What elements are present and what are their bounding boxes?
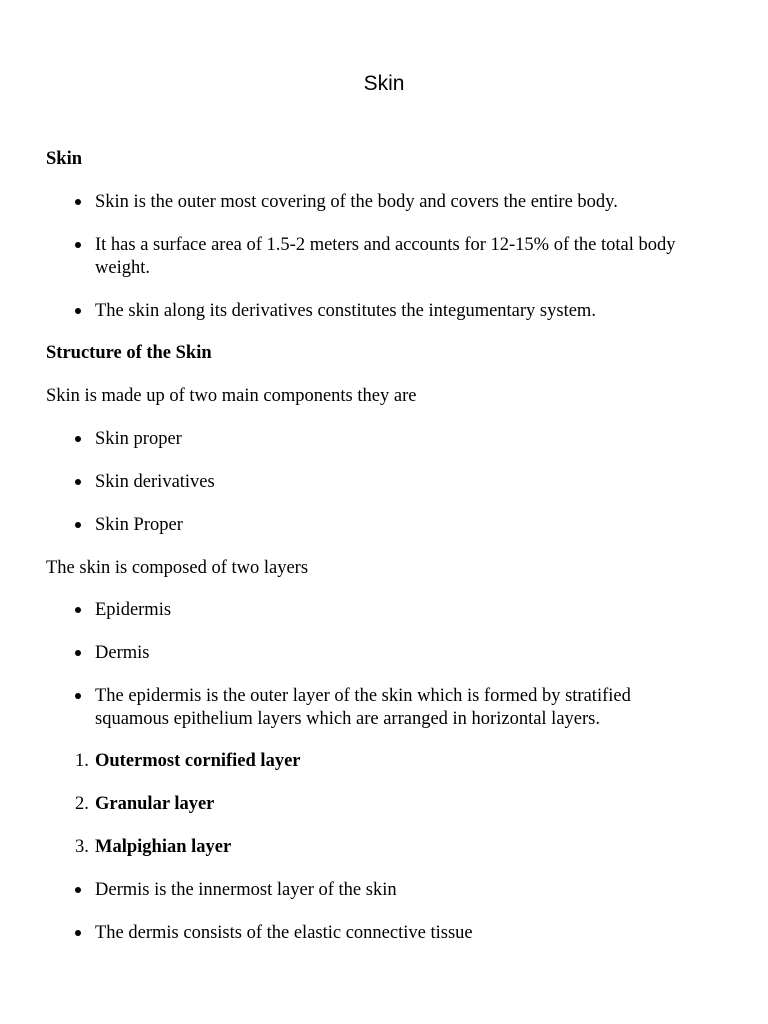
bullet-icon: [75, 650, 81, 656]
bullet-icon: [75, 887, 81, 893]
bullet-icon: [75, 199, 81, 205]
list-item-text: Dermis is the innermost layer of the skin: [95, 880, 397, 900]
bullet-icon: [75, 930, 81, 936]
section-heading-structure: Structure of the Skin: [46, 343, 212, 363]
list-item-text: It has a surface area of 1.5-2 meters and accounts for 12-15% of the total body weight.: [95, 235, 676, 278]
list-number: 2.: [75, 794, 89, 814]
list-item-text: Epidermis: [95, 600, 172, 620]
list-number: 3.: [75, 837, 89, 857]
list-item-text: The skin along its derivatives constitutes the integumentary system.: [95, 301, 596, 321]
paragraph-layers-intro: The skin is composed of two layers: [46, 558, 309, 578]
list-item-text: Malpighian layer: [95, 837, 232, 857]
bullet-icon: [75, 607, 81, 613]
list-item-text: Dermis: [95, 643, 150, 663]
list-item-text: Granular layer: [95, 794, 215, 814]
list-item-text: The dermis consists of the elastic connective tissue: [95, 923, 473, 943]
bullet-icon: [75, 308, 81, 314]
bullet-icon: [75, 242, 81, 248]
list-number: 1.: [75, 751, 89, 771]
bullet-icon: [75, 479, 81, 485]
list-item-text: Skin Proper: [95, 515, 183, 535]
bullet-icon: [75, 693, 81, 699]
document-title: Skin: [363, 72, 405, 95]
list-item-text: Skin derivatives: [95, 472, 215, 492]
bullet-icon: [75, 436, 81, 442]
list-item-text: Outermost cornified layer: [95, 751, 301, 771]
section-heading-skin: Skin: [46, 149, 83, 169]
paragraph-components-intro: Skin is made up of two main components they are: [46, 386, 417, 406]
bullet-icon: [75, 522, 81, 528]
list-item-text: Skin proper: [95, 429, 182, 449]
list-item-text: The epidermis is the outer layer of the skin which is formed by stratified squamous epithelium layers which are arranged in horizontal layers.: [95, 686, 631, 729]
list-item-text: Skin is the outer most covering of the body and covers the entire body.: [95, 192, 618, 212]
